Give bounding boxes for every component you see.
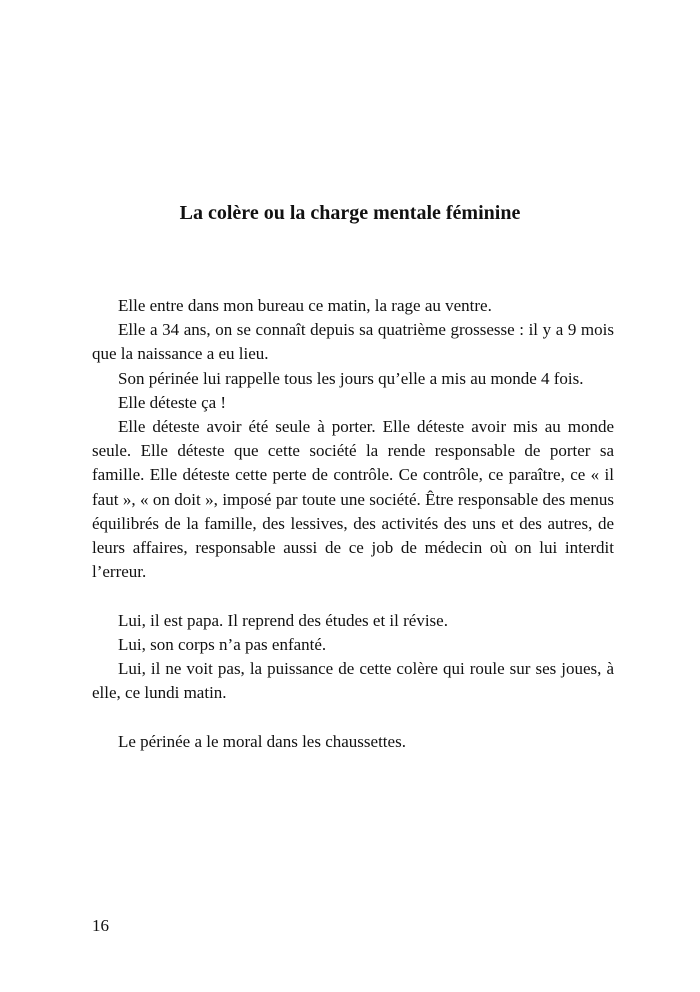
paragraph: Lui, il ne voit pas, la puissance de cette colère qui roule sur ses joues, à elle, ce lundi matin. xyxy=(92,659,614,703)
paragraph: Elle déteste avoir été seule à porter. Elle déteste avoir mis au monde seule. Elle déteste que cette société la rende responsable de porter sa famille. Elle déteste cette perte de contrôle. Ce contrôle, ce paraître, ce « il faut », « on doit », imposé par toute une société. Être responsable des menus équilibrés de la famille, des lessives, des activités des uns et des autres, de leurs affaires, responsable aussi de ce job de médecin où on lui interdit l’erreur. xyxy=(92,417,614,582)
paragraph: Lui, il est papa. Il reprend des études et il révise. xyxy=(118,610,448,630)
paragraph: Elle a 34 ans, on se connaît depuis sa quatrième grossesse : il y a 9 mois que la naissance a eu lieu. xyxy=(92,320,614,364)
chapter-body xyxy=(92,294,614,754)
page-number: 16 xyxy=(92,916,109,935)
paragraph: Elle entre dans mon bureau ce matin, la rage au ventre. xyxy=(118,296,492,315)
paragraph: Elle déteste ça ! xyxy=(118,392,227,412)
paragraph: Lui, son corps n’a pas enfanté. xyxy=(118,634,327,654)
paragraph-gap xyxy=(92,584,614,608)
paragraph: Le périnée a le moral dans les chaussettes. xyxy=(118,731,406,751)
paragraph-gap xyxy=(92,705,614,729)
paragraph: Son périnée lui rappelle tous les jours qu’elle a mis au monde 4 fois. xyxy=(118,368,584,388)
chapter-title: La colère ou la charge mentale féminine xyxy=(179,202,521,224)
